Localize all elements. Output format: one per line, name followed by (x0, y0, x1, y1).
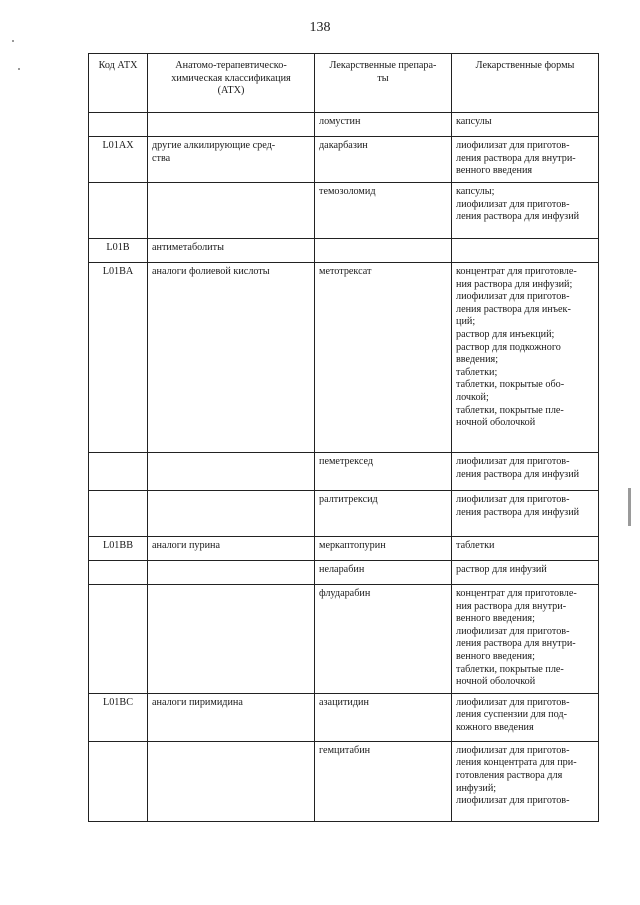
atc-code-cell: L01BC (89, 693, 148, 741)
atc-code-cell (89, 585, 148, 694)
drug-name-cell: пеметрексед (315, 453, 452, 491)
table-row (89, 491, 599, 537)
atc-code-cell (89, 741, 148, 821)
atc-code-cell: L01BB (89, 537, 148, 561)
table-header-row (89, 54, 599, 113)
drug-name-cell: меркаптопурин (315, 537, 452, 561)
table-row (89, 741, 599, 821)
atc-code-cell: L01B (89, 239, 148, 263)
classification-cell: аналоги пурина (148, 537, 315, 561)
table-row (89, 183, 599, 239)
table-row (89, 453, 599, 491)
table-row (89, 561, 599, 585)
atc-code-cell (89, 561, 148, 585)
drug-name-cell: дакарбазин (315, 137, 452, 183)
drug-name-cell: азацитидин (315, 693, 452, 741)
header-dosage-forms: Лекарственные формы (452, 54, 599, 113)
atc-code-cell: L01BA (89, 263, 148, 453)
atc-drug-table (88, 53, 599, 822)
drug-name-cell: флударабин (315, 585, 452, 694)
dosage-forms-cell (452, 239, 599, 263)
table-row (89, 693, 599, 741)
scan-mark (18, 68, 20, 70)
table-row (89, 537, 599, 561)
atc-code-cell (89, 453, 148, 491)
dosage-forms-cell: лиофилизат для приготов- ления концентрата для при- готовления раствора для инфузий; лиофилизат для приготов- (452, 741, 599, 821)
classification-cell (148, 585, 315, 694)
drug-name-cell: ломустин (315, 113, 452, 137)
atc-code-cell (89, 183, 148, 239)
classification-cell (148, 561, 315, 585)
drug-name-cell: темозоломид (315, 183, 452, 239)
drug-name-cell: ралтитрексид (315, 491, 452, 537)
dosage-forms-cell: капсулы (452, 113, 599, 137)
classification-cell: антиметаболиты (148, 239, 315, 263)
scan-mark (12, 40, 14, 42)
table-row (89, 239, 599, 263)
dosage-forms-cell: лиофилизат для приготов- ления суспензии для под- кожного введения (452, 693, 599, 741)
drug-name-cell (315, 239, 452, 263)
scan-mark (628, 488, 631, 526)
dosage-forms-cell: лиофилизат для приготов- ления раствора для внутри- венного введения (452, 137, 599, 183)
drug-name-cell: неларабин (315, 561, 452, 585)
atc-code-cell (89, 113, 148, 137)
classification-cell (148, 491, 315, 537)
classification-cell: аналоги пиримидина (148, 693, 315, 741)
atc-code-cell: L01AX (89, 137, 148, 183)
table-row (89, 263, 599, 453)
dosage-forms-cell: лиофилизат для приготов- ления раствора для инфузий (452, 453, 599, 491)
page-number: 138 (309, 20, 331, 35)
table-row (89, 137, 599, 183)
dosage-forms-cell: концентрат для приготовле- ния раствора для инфузий; лиофилизат для приготов- ления раствора для инъек- ций; раствор для инъекций; раствор для подкожного введения; таблетки; таблетки, покрытые обо- лочкой; таблетки, покрытые пле- ночной оболочкой (452, 263, 599, 453)
header-atc-classification: Анатомо-терапевтическо- химическая классификация (АТХ) (148, 54, 315, 113)
dosage-forms-cell: лиофилизат для приготов- ления раствора для инфузий (452, 491, 599, 537)
classification-cell (148, 741, 315, 821)
dosage-forms-cell: таблетки (452, 537, 599, 561)
table-row (89, 113, 599, 137)
table-body (89, 113, 599, 822)
dosage-forms-cell: концентрат для приготовле- ния раствора для внутри- венного введения; лиофилизат для приготов- ления раствора для внутри- венного введения; таблетки, покрытые пле- ночной оболочкой (452, 585, 599, 694)
dosage-forms-cell: раствор для инфузий (452, 561, 599, 585)
table-row (89, 585, 599, 694)
header-drugs: Лекарственные препара- ты (315, 54, 452, 113)
classification-cell (148, 183, 315, 239)
classification-cell: аналоги фолиевой кислоты (148, 263, 315, 453)
classification-cell (148, 113, 315, 137)
classification-cell: другие алкилирующие сред- ства (148, 137, 315, 183)
dosage-forms-cell: капсулы; лиофилизат для приготов- ления раствора для инфузий (452, 183, 599, 239)
header-atc-code: Код АТХ (89, 54, 148, 113)
atc-code-cell (89, 491, 148, 537)
classification-cell (148, 453, 315, 491)
drug-name-cell: метотрексат (315, 263, 452, 453)
drug-name-cell: гемцитабин (315, 741, 452, 821)
